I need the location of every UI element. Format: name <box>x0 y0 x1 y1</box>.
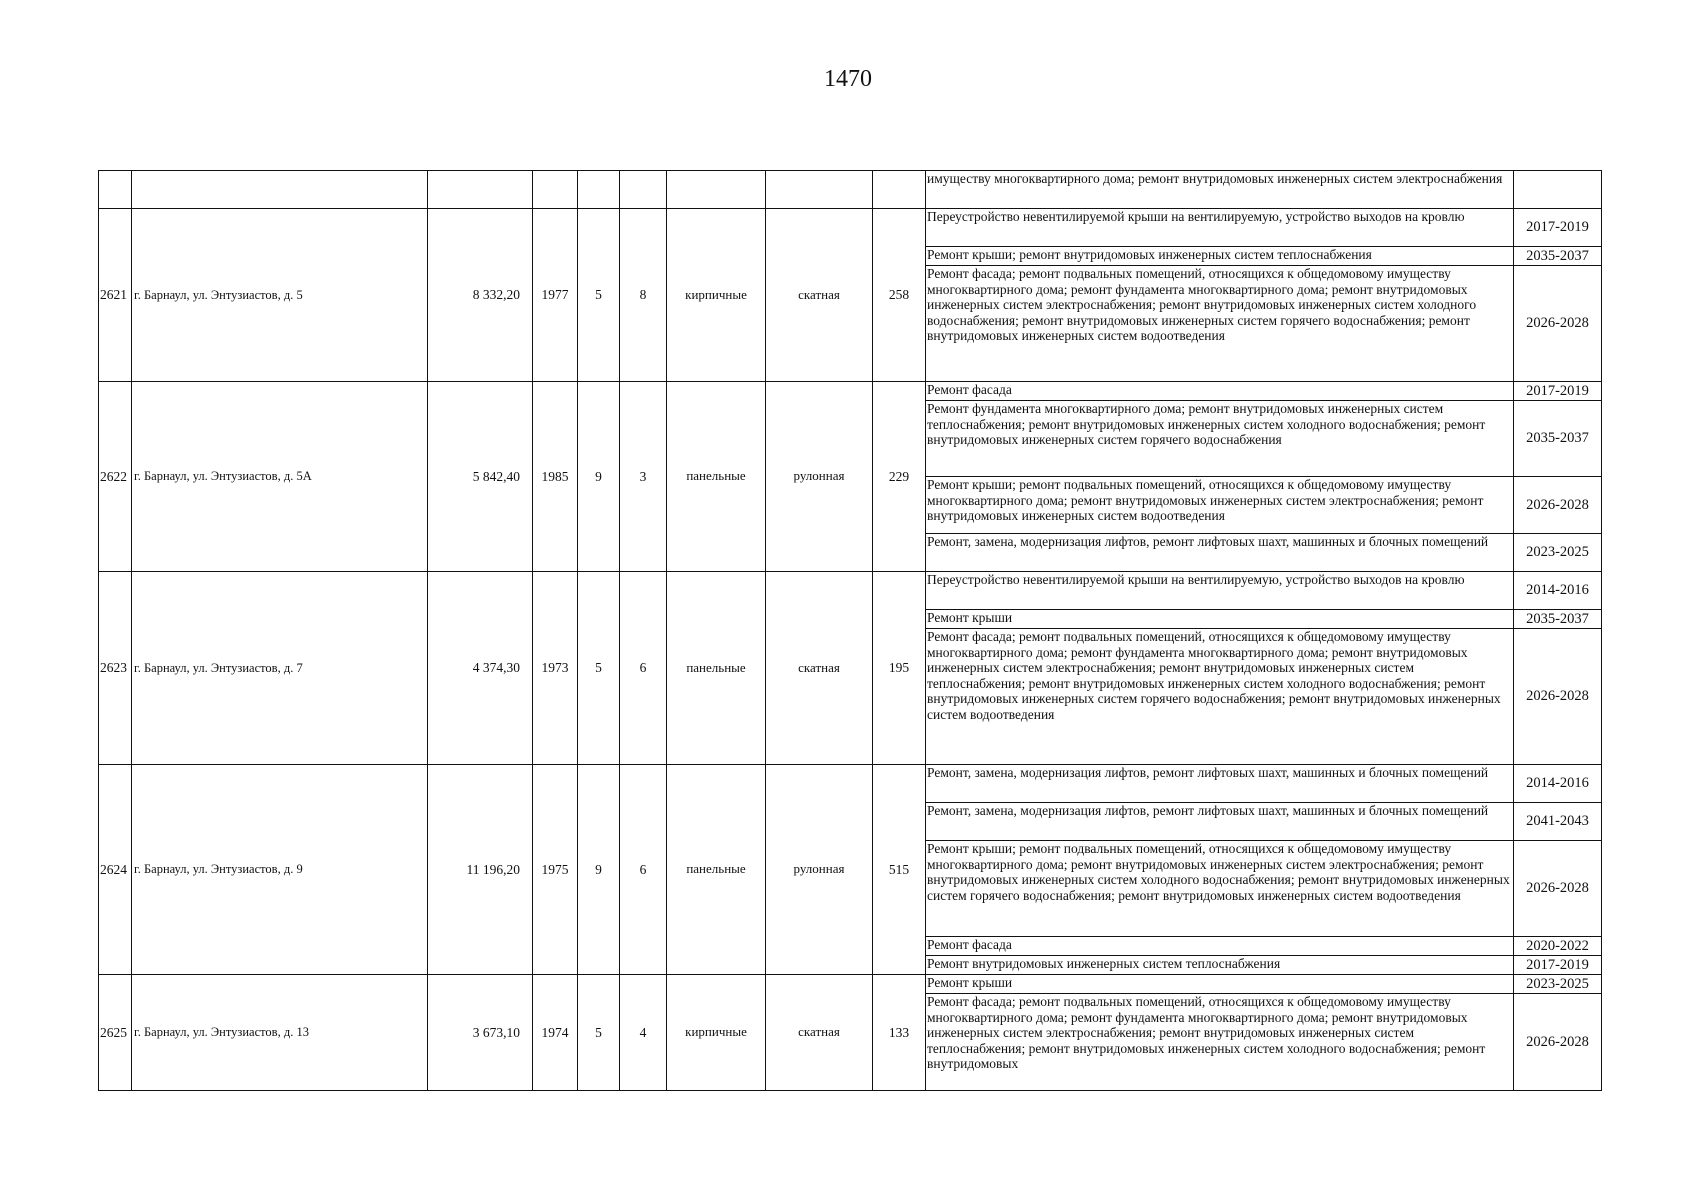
repair-period: 2017-2019 <box>1514 382 1602 401</box>
resident-count <box>873 171 926 209</box>
resident-count: 258 <box>873 209 926 382</box>
entrance-count <box>620 171 667 209</box>
entrance-count: 3 <box>620 382 667 572</box>
roof-type: рулонная <box>766 382 873 572</box>
repair-period: 2023-2025 <box>1514 975 1602 994</box>
building-number: 2623 <box>99 572 132 765</box>
building-number: 2624 <box>99 765 132 975</box>
repair-period: 2020-2022 <box>1514 937 1602 956</box>
repair-work-description: Ремонт, замена, модернизация лифтов, ремонт лифтовых шахт, машинных и блочных помещений <box>926 534 1514 572</box>
repair-work-description: Ремонт фундамента многоквартирного дома; ремонт внутридомовых инженерных систем теплоснабжения; ремонт внутридомовых инженерных систем холодного водоснабжения; ремонт внутридомовых инженерных систем горячего водоснабжения <box>926 401 1514 477</box>
repair-period: 2035-2037 <box>1514 401 1602 477</box>
floor-count: 5 <box>578 975 620 1091</box>
floor-count <box>578 171 620 209</box>
wall-material: кирпичные <box>667 209 766 382</box>
wall-material: кирпичные <box>667 975 766 1091</box>
table-row <box>99 975 1602 994</box>
table-body <box>99 171 1602 1091</box>
repair-work-description: Ремонт, замена, модернизация лифтов, ремонт лифтовых шахт, машинных и блочных помещений <box>926 803 1514 841</box>
repair-work-description: Ремонт фасада <box>926 382 1514 401</box>
wall-material: панельные <box>667 382 766 572</box>
repair-work-description: имуществу многоквартирного дома; ремонт внутридомовых инженерных систем электроснабжения <box>926 171 1514 209</box>
floor-count: 5 <box>578 572 620 765</box>
repair-work-description: Ремонт крыши <box>926 975 1514 994</box>
repair-work-description: Переустройство невентилируемой крыши на вентилируемую, устройство выходов на кровлю <box>926 209 1514 247</box>
building-number <box>99 171 132 209</box>
roof-type <box>766 171 873 209</box>
building-area: 8 332,20 <box>428 209 533 382</box>
repair-work-description: Ремонт крыши; ремонт подвальных помещений, относящихся к общедомовому имуществу многоквартирного дома; ремонт внутридомовых инженерных систем электроснабжения; ремонт внутридомовых инженерных систем водоотведения <box>926 477 1514 534</box>
building-address: г. Барнаул, ул. Энтузиастов, д. 5 <box>132 209 428 382</box>
repair-work-description: Ремонт фасада; ремонт подвальных помещений, относящихся к общедомовому имуществу многоквартирного дома; ремонт фундамента многоквартирного дома; ремонт внутридомовых инженерных систем электроснабжения; ремонт внутридомовых инженерных систем холодного водоснабжения; ремонт внутридомовых инженерных систем горячего водоснабжения; ремонт внутридомовых инженерных систем водоотведения <box>926 266 1514 382</box>
repair-period: 2017-2019 <box>1514 956 1602 975</box>
building-address: г. Барнаул, ул. Энтузиастов, д. 5А <box>132 382 428 572</box>
building-address: г. Барнаул, ул. Энтузиастов, д. 7 <box>132 572 428 765</box>
repair-period: 2026-2028 <box>1514 266 1602 382</box>
repair-work-description: Ремонт крыши; ремонт подвальных помещений, относящихся к общедомовому имуществу многоквартирного дома; ремонт внутридомовых инженерных систем электроснабжения; ремонт внутридомовых инженерных систем холодного водоснабжения; ремонт внутридомовых инженерных систем горячего водоснабжения; ремонт внутридомовых инженерных систем водоотведения <box>926 841 1514 937</box>
building-address: г. Барнаул, ул. Энтузиастов, д. 13 <box>132 975 428 1091</box>
build-year: 1974 <box>533 975 578 1091</box>
roof-type: рулонная <box>766 765 873 975</box>
repair-work-description: Ремонт фасада; ремонт подвальных помещений, относящихся к общедомовому имуществу многоквартирного дома; ремонт фундамента многоквартирного дома; ремонт внутридомовых инженерных систем электроснабжения; ремонт внутридомовых инженерных систем теплоснабжения; ремонт внутридомовых инженерных систем холодного водоснабжения; ремонт внутридомовых <box>926 994 1514 1091</box>
repair-period: 2026-2028 <box>1514 841 1602 937</box>
repair-period: 2017-2019 <box>1514 209 1602 247</box>
repair-work-description: Ремонт, замена, модернизация лифтов, ремонт лифтовых шахт, машинных и блочных помещений <box>926 765 1514 803</box>
repair-period: 2026-2028 <box>1514 629 1602 765</box>
build-year: 1975 <box>533 765 578 975</box>
build-year: 1985 <box>533 382 578 572</box>
repair-work-description: Ремонт внутридомовых инженерных систем теплоснабжения <box>926 956 1514 975</box>
repair-period: 2014-2016 <box>1514 572 1602 610</box>
build-year: 1977 <box>533 209 578 382</box>
building-number: 2625 <box>99 975 132 1091</box>
entrance-count: 6 <box>620 572 667 765</box>
wall-material: панельные <box>667 572 766 765</box>
resident-count: 133 <box>873 975 926 1091</box>
repair-period: 2041-2043 <box>1514 803 1602 841</box>
repair-period: 2014-2016 <box>1514 765 1602 803</box>
building-area: 5 842,40 <box>428 382 533 572</box>
capital-repair-table <box>98 170 1602 1091</box>
build-year: 1973 <box>533 572 578 765</box>
repair-period: 2026-2028 <box>1514 477 1602 534</box>
table-row <box>99 209 1602 247</box>
wall-material <box>667 171 766 209</box>
building-area: 4 374,30 <box>428 572 533 765</box>
roof-type: скатная <box>766 209 873 382</box>
floor-count: 9 <box>578 382 620 572</box>
building-area: 3 673,10 <box>428 975 533 1091</box>
table-row <box>99 171 1602 209</box>
wall-material: панельные <box>667 765 766 975</box>
repair-work-description: Ремонт фасада; ремонт подвальных помещений, относящихся к общедомовому имуществу многоквартирного дома; ремонт фундамента многоквартирного дома; ремонт внутридомовых инженерных систем электроснабжения; ремонт внутридомовых инженерных систем теплоснабжения; ремонт внутридомовых инженерных систем холодного водоснабжения; ремонт внутридомовых инженерных систем горячего водоснабжения; ремонт внутридомовых инженерных систем водоотведения <box>926 629 1514 765</box>
repair-period: 2026-2028 <box>1514 994 1602 1091</box>
entrance-count: 6 <box>620 765 667 975</box>
repair-work-description: Ремонт крыши <box>926 610 1514 629</box>
entrance-count: 8 <box>620 209 667 382</box>
building-address <box>132 171 428 209</box>
repair-period <box>1514 171 1602 209</box>
table-row <box>99 765 1602 803</box>
building-area: 11 196,20 <box>428 765 533 975</box>
resident-count: 515 <box>873 765 926 975</box>
floor-count: 9 <box>578 765 620 975</box>
table-row <box>99 382 1602 401</box>
floor-count: 5 <box>578 209 620 382</box>
build-year <box>533 171 578 209</box>
page-number: 1470 <box>824 66 872 92</box>
repair-period: 2035-2037 <box>1514 610 1602 629</box>
resident-count: 229 <box>873 382 926 572</box>
repair-period: 2023-2025 <box>1514 534 1602 572</box>
roof-type: скатная <box>766 975 873 1091</box>
repair-work-description: Переустройство невентилируемой крыши на вентилируемую, устройство выходов на кровлю <box>926 572 1514 610</box>
table-row <box>99 572 1602 610</box>
roof-type: скатная <box>766 572 873 765</box>
repair-work-description: Ремонт фасада <box>926 937 1514 956</box>
building-number: 2621 <box>99 209 132 382</box>
building-number: 2622 <box>99 382 132 572</box>
repair-work-description: Ремонт крыши; ремонт внутридомовых инженерных систем теплоснабжения <box>926 247 1514 266</box>
building-address: г. Барнаул, ул. Энтузиастов, д. 9 <box>132 765 428 975</box>
repair-period: 2035-2037 <box>1514 247 1602 266</box>
resident-count: 195 <box>873 572 926 765</box>
building-area <box>428 171 533 209</box>
entrance-count: 4 <box>620 975 667 1091</box>
